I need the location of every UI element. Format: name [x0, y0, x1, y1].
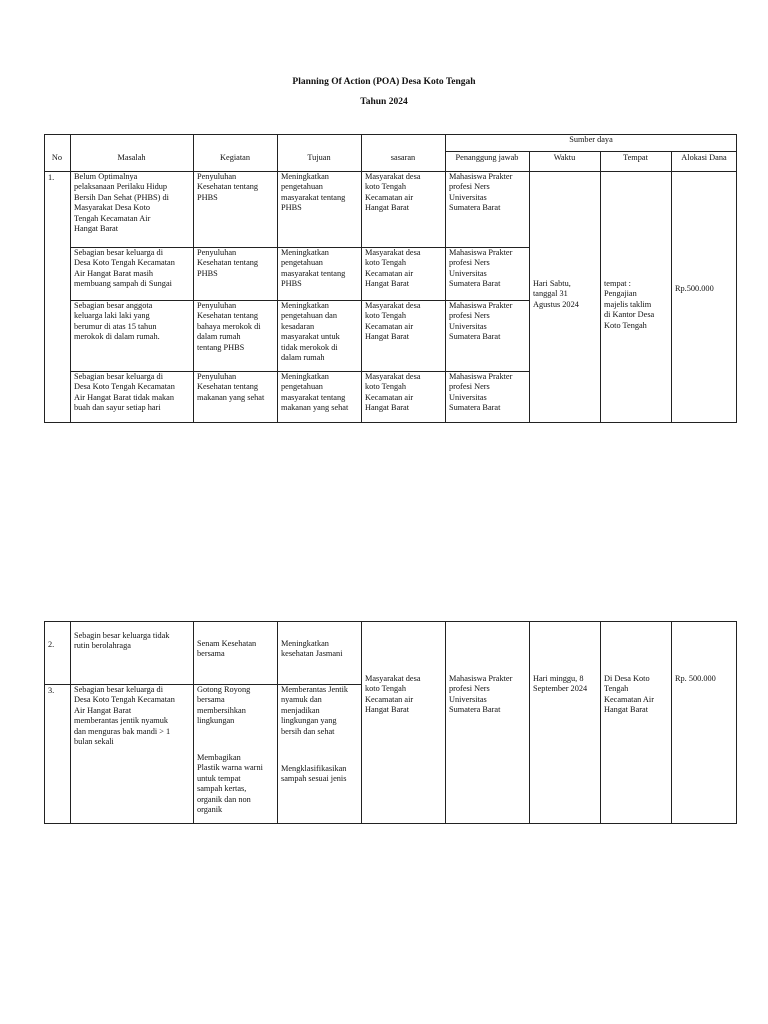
table-2-divider — [70, 621, 71, 823]
cell-tujuan: Meningkatkan pengetahuan masyarakat tentang PHBS — [281, 248, 346, 289]
row-number: 1. — [48, 173, 55, 182]
document-year: Tahun 2024 — [360, 97, 408, 107]
header-tujuan: Tujuan — [307, 153, 331, 162]
header-sumber-daya: Sumber daya — [569, 135, 613, 144]
cell-tempat: tempat : Pengajian majelis taklim di Kantor Desa Koto Tengah — [604, 279, 655, 330]
cell-tujuan: Memberantas Jentik nyamuk dan menjadikan lingkungan yang bersih dan sehat — [281, 685, 349, 736]
cell-sasaran: Masyarakat desa koto Tengah Kecamatan air Hangat Barat — [365, 674, 421, 715]
cell-tujuan: Meningkatkan pengetahuan masyarakat tentang makanan yang sehat — [281, 372, 349, 413]
header-penanggung-jawab: Penanggung jawab — [455, 153, 519, 162]
table-2-divider — [600, 621, 601, 823]
cell-masalah: Sebagin besar keluarga tidak rutin berolahraga — [74, 631, 170, 651]
cell-alokasi-dana: Rp. 500.000 — [675, 674, 716, 683]
header-sasaran: sasaran — [390, 153, 416, 162]
table-2-divider — [193, 621, 194, 823]
cell-tujuan: Meningkatkan kesehatan Jasmani — [281, 639, 343, 659]
cell-sasaran: Masyarakat desa koto Tengah Kecamatan air Hangat Barat — [365, 301, 421, 342]
cell-masalah: Sebagian besar anggota keluarga laki laki yang berumur di atas 15 tahun merokok di dalam rumah. — [74, 301, 160, 342]
header-waktu: Waktu — [553, 153, 576, 162]
header-tempat: Tempat — [623, 153, 648, 162]
cell-kegiatan: Penyuluhan Kesehatan tentang bahaya merokok di dalam rumah tentang PHBS — [197, 301, 261, 352]
table-1-rule — [445, 151, 737, 152]
table-2-divider — [671, 621, 672, 823]
table-1-divider — [671, 151, 672, 422]
cell-penanggung-jawab: Mahasiswa Prakter profesi Ners Universitas Sumatera Barat — [449, 674, 513, 715]
row-number: 3. — [48, 686, 55, 695]
cell-tujuan: Mengklasifikasikan sampah sesuai jenis — [281, 764, 347, 784]
cell-kegiatan: Penyuluhan Kesehatan tentang PHBS — [197, 172, 259, 202]
cell-penanggung-jawab: Mahasiswa Prakter profesi Ners Universitas Sumatera Barat — [449, 172, 513, 213]
table-2-divider — [361, 621, 362, 823]
header-alokasi-dana: Alokasi Dana — [681, 153, 727, 162]
header-no: No — [51, 153, 63, 162]
cell-kegiatan: Penyuluhan Kesehatan tentang PHBS — [197, 248, 259, 278]
cell-waktu: Hari Sabtu, tanggal 31 Agustus 2024 — [533, 279, 579, 309]
cell-sasaran: Masyarakat desa koto Tengah Kecamatan air Hangat Barat — [365, 172, 421, 213]
table-1-divider — [70, 134, 71, 422]
cell-sasaran: Masyarakat desa koto Tengah Kecamatan air Hangat Barat — [365, 248, 421, 289]
cell-masalah: Sebagian besar keluarga di Desa Koto Tengah Kecamatan Air Hangat Barat memberantas jentik nyamuk dan menguras bak mandi > 1 bulan sekali — [74, 685, 175, 747]
cell-penanggung-jawab: Mahasiswa Prakter profesi Ners Universitas Sumatera Barat — [449, 372, 513, 413]
cell-penanggung-jawab: Mahasiswa Prakter profesi Ners Universitas Sumatera Barat — [449, 248, 513, 289]
cell-masalah: Sebagian besar keluarga di Desa Koto Tengah Kecamatan Air Hangat Barat masih membuang sampah di Sungai — [74, 248, 175, 289]
cell-sasaran: Masyarakat desa koto Tengah Kecamatan air Hangat Barat — [365, 372, 421, 413]
cell-kegiatan: Penyuluhan Kesehatan tentang makanan yang sehat — [197, 372, 265, 402]
cell-kegiatan: Membagikan Plastik warna warni untuk tempat sampah kertas, organik dan non organik — [197, 753, 263, 815]
cell-alokasi-dana: Rp.500.000 — [675, 284, 714, 293]
cell-masalah: Sebagian besar keluarga di Desa Koto Tengah Kecamatan Air Hangat Barat tidak makan buah dan sayur setiap hari — [74, 372, 175, 413]
cell-tempat: Di Desa Koto Tengah Kecamatan Air Hangat Barat — [604, 674, 654, 715]
cell-waktu: Hari minggu, 8 September 2024 — [533, 674, 588, 694]
document-title: Planning Of Action (POA) Desa Koto Tengah — [292, 77, 476, 87]
cell-tujuan: Meningkatkan pengetahuan masyarakat tentang PHBS — [281, 172, 346, 213]
cell-masalah: Belum Optimalnya pelaksanaan Perilaku Hidup Bersih Dan Sehat (PHBS) di Masyarakat Desa Koto Tengah Kecamatan Air Hangat Barat — [74, 172, 169, 234]
table-2-divider — [277, 621, 278, 823]
table-2-divider — [445, 621, 446, 823]
cell-kegiatan: Senam Kesehatan bersama — [197, 639, 257, 659]
cell-kegiatan: Gotong Royong bersama membersihkan lingkungan — [197, 685, 251, 726]
row-number: 2. — [48, 640, 55, 649]
table-1-divider — [529, 151, 530, 422]
table-1-divider — [445, 134, 446, 422]
table-1-divider — [277, 134, 278, 422]
cell-tujuan: Meningkatkan pengetahuan dan kesadaran masyarakat untuk tidak merokok di dalam rumah — [281, 301, 340, 363]
table-1-divider — [361, 134, 362, 422]
table-2-divider — [529, 621, 530, 823]
cell-penanggung-jawab: Mahasiswa Prakter profesi Ners Universitas Sumatera Barat — [449, 301, 513, 342]
table-1-divider — [193, 134, 194, 422]
header-masalah: Masalah — [117, 153, 146, 162]
header-kegiatan: Kegiatan — [220, 153, 250, 162]
table-1-divider — [600, 151, 601, 422]
